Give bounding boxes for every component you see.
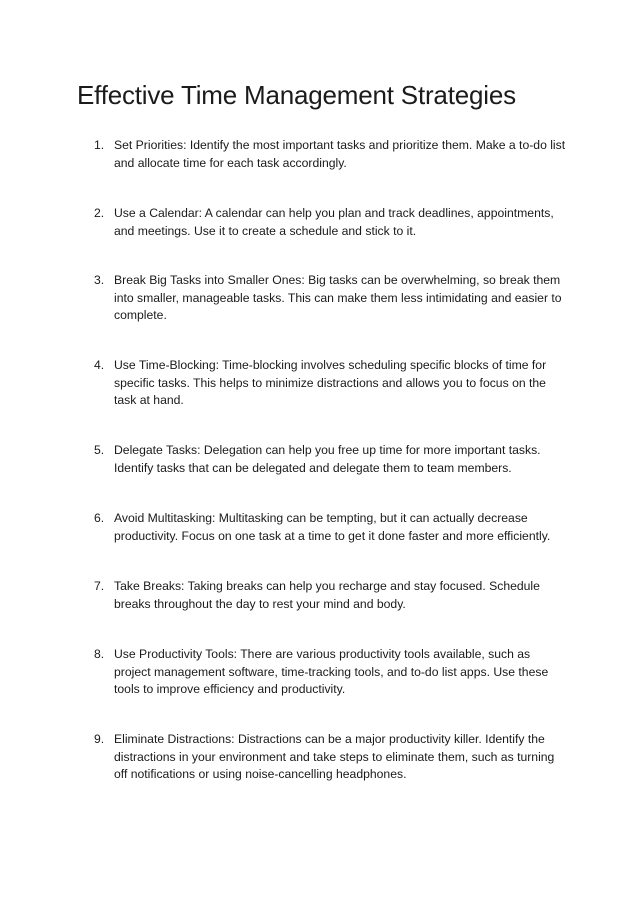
list-item-number: 3. [94, 273, 105, 287]
list-item-text: Eliminate Distractions: Distractions can be a major productivity killer. Identify the distractions in your environment and take steps to eliminate them, such as turning off notifications or using noise-cancelling headphones. [114, 732, 555, 781]
list-item-number: 6. [94, 511, 105, 525]
list-item-number: 7. [94, 579, 105, 593]
list-item-text: Use Productivity Tools: There are various productivity tools available, such as project management software, time-tracking tools, and to-do list apps. Use these tools to improve efficiency and productivity. [114, 647, 549, 696]
list-item-number: 8. [94, 647, 105, 661]
list-item-number: 5. [94, 443, 105, 457]
page-title: Effective Time Management Strategies [77, 80, 516, 110]
list-item-text: Take Breaks: Taking breaks can help you recharge and stay focused. Schedule breaks throughout the day to rest your mind and body. [114, 579, 540, 611]
list-item-text: Delegate Tasks: Delegation can help you free up time for more important tasks. Identify tasks that can be delegated and delegate them to team members. [114, 443, 541, 475]
list-item-number: 4. [94, 358, 105, 372]
list-item-text: Set Priorities: Identify the most important tasks and prioritize them. Make a to-do list and allocate time for each task accordingly. [114, 138, 566, 170]
list-item-text: Use Time-Blocking: Time-blocking involves scheduling specific blocks of time for specific tasks. This helps to minimize distractions and allows you to focus on the task at hand. [114, 358, 547, 407]
list-item-text: Avoid Multitasking: Multitasking can be tempting, but it can actually decrease productivity. Focus on one task at a time to get it done faster and more efficiently. [114, 511, 551, 543]
list-item-number: 9. [94, 732, 105, 746]
list-item-number: 2. [94, 206, 105, 220]
list-item-text: Use a Calendar: A calendar can help you plan and track deadlines, appointments, and meetings. Use it to create a schedule and stick to it. [114, 206, 554, 238]
list-item-text: Break Big Tasks into Smaller Ones: Big tasks can be overwhelming, so break them into smaller, manageable tasks. This can make them less intimidating and easier to complete. [114, 273, 562, 322]
list-item-number: 1. [94, 138, 105, 152]
